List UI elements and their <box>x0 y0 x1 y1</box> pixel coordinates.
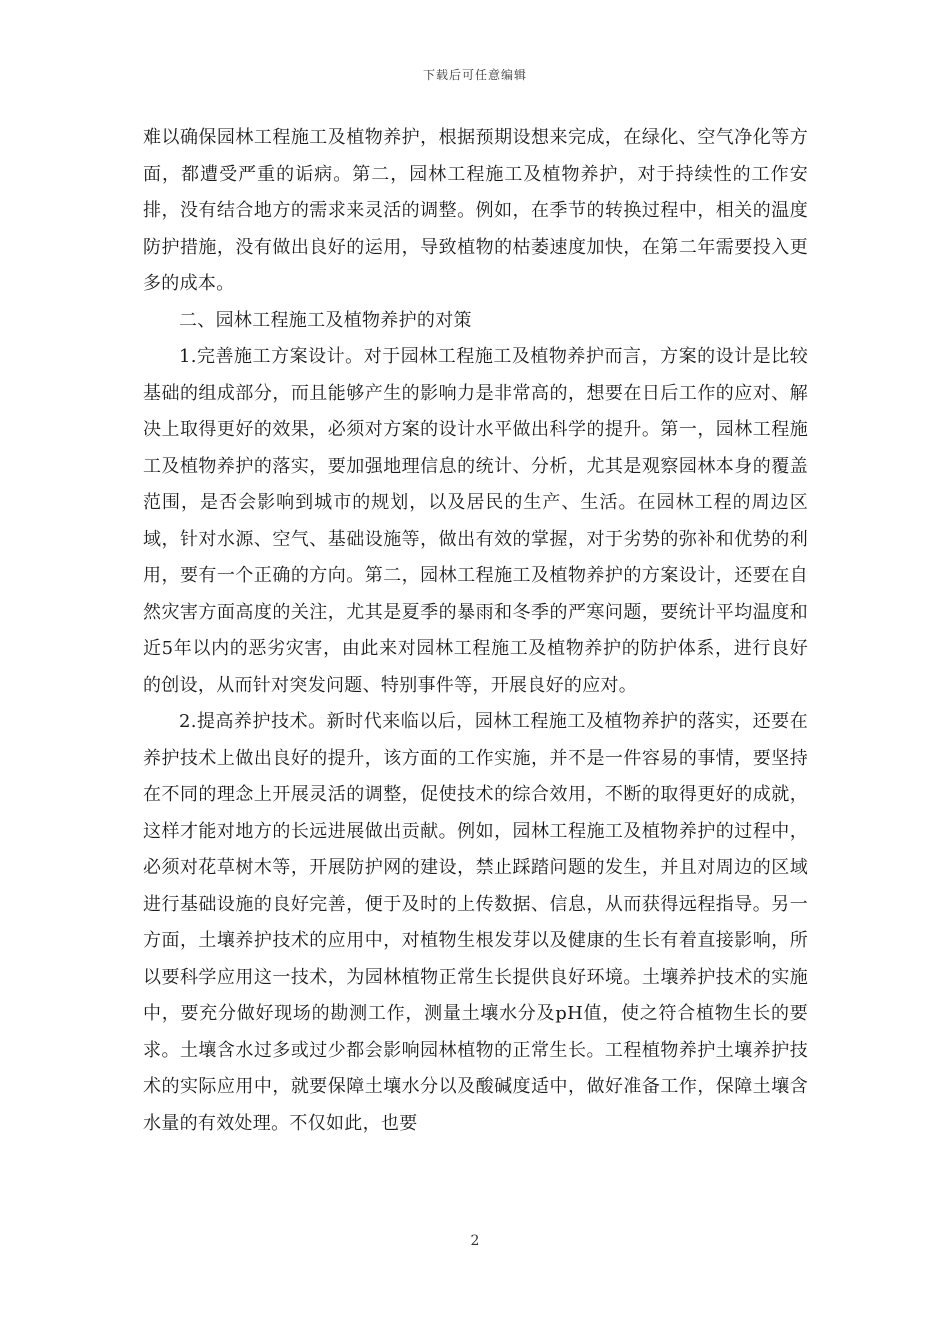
section-heading: 二、园林工程施工及植物养护的对策 <box>179 309 472 331</box>
body-paragraph-plan-design: 1.完善施工方案设计。对于园林工程施工及植物养护而言，方案的设计是比较基础的组成部分，而且能够产生的影响力是非常高的，想要在日后工作的应对、解决上取得更好的效果，必须对方案的设计水平做出科学的提升。第一，园林工程施工及植物养护的落实，要加强地理信息的统计、分析，尤其是观察园林本身的覆盖范围，是否会影响到城市的规划，以及居民的生产、生活。在园林工程的周边区域，针对水源、空气、基础设施等，做出有效的掌握，对于劣势的弥补和优势的利用，要有一个正确的方向。第二，园林工程施工及植物养护的方案设计，还要在自然灾害方面高度的关注，尤其是夏季的暴雨和冬季的严寒问题，要统计平均温度和近5年以内的恶劣灾害，由此来对园林工程施工及植物养护的防护体系，进行良好的创设，从而针对突发问题、特别事件等，开展良好的应对。 <box>143 346 808 696</box>
page-header: 下载后可任意编辑 <box>422 68 527 82</box>
body-paragraph-continuation: 难以确保园林工程施工及植物养护，根据预期设想来完成，在绿化、空气净化等方面，都遭受严重的诟病。第二，园林工程施工及植物养护，对于持续性的工作安排，没有结合地方的需求来灵活的调整。例如，在季节的转换过程中，相关的温度防护措施，没有做出良好的运用，导致植物的枯萎速度加快，在第二年需要投入更多的成本。 <box>143 127 808 294</box>
page-number: 2 <box>470 1233 480 1249</box>
body-paragraph-maintenance-technique: 2.提高养护技术。新时代来临以后，园林工程施工及植物养护的落实，还要在养护技术上做出良好的提升，该方面的工作实施，并不是一件容易的事情，要坚持在不同的理念上开展灵活的调整，促使技术的综合效用，不断的取得更好的成就，这样才能对地方的长远进展做出贡献。例如，园林工程施工及植物养护的过程中，必须对花草树木等，开展防护网的建设，禁止踩踏问题的发生，并且对周边的区域进行基础设施的良好完善，便于及时的上传数据、信息，从而获得远程指导。另一方面，土壤养护技术的应用中，对植物生根发芽以及健康的生长有着直接影响，所以要科学应用这一技术，为园林植物正常生长提供良好环境。土壤养护技术的实施中，要充分做好现场的勘测工作，测量土壤水分及pH值，使之符合植物生长的要求。土壤含水过多或过少都会影响园林植物的正常生长。工程植物养护土壤养护技术的实际应用中，就要保障土壤水分以及酸碱度适中，做好准备工作，保障土壤含水量的有效处理。不仅如此，也要 <box>143 711 808 1134</box>
document-body <box>143 120 808 1142</box>
